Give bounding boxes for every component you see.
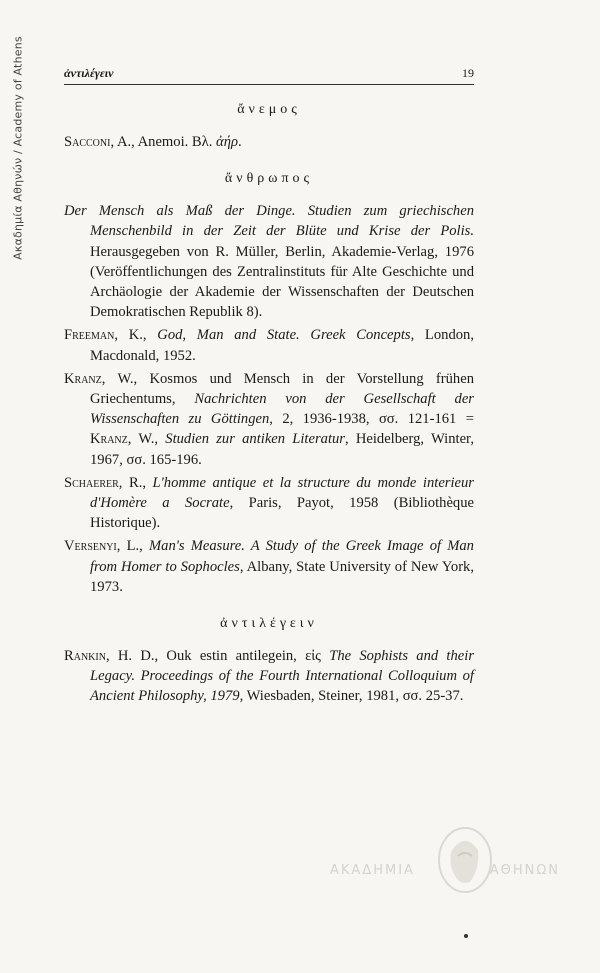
entry-text: , London, Macdonald, 1952. [90,327,474,364]
entry-title: ἀήρ [216,134,238,150]
entry-text: Herausgegeben von R. Müller, Berlin, Akademie-Verlag, 1976 (Veröffentlichungen des Zentralinstituts für Alte Geschichte und Archäologie der Akademie der Wissenschaften der Deutschen Demokratischen Republik 8). [90,243,474,321]
page-number: 19 [462,66,474,80]
academy-seal-icon [430,820,500,900]
entry-author: Versenyi [64,538,117,555]
section-heading-antilegein: ἀντιλέγειν [220,616,318,632]
entry-text: , 2, 1936-1938, σσ. 121-161 = [269,411,474,428]
watermark-left-text: ΑΚΑΔΗΜΙΑ [330,862,415,878]
entry-text: , Wiesbaden, Steiner, 1981, σσ. 25-37. [239,688,464,705]
entry-text: , R., [118,474,153,491]
running-head-title: ἀντιλέγειν [64,66,114,80]
entry-text: , Heidelberg, Winter, 1967, σσ. 165-196. [90,431,474,468]
running-head [64,66,474,81]
entry-title: Man's Measure. A Study of the Greek Image of Man from Homer to Sophocles [90,538,474,575]
entry-text: , A., Anemoi. Βλ. [110,134,217,150]
entry-title: The Sophists and their Legacy. Proceedings of the Fourth International Colloquium of Ancient Philosophy, 1979 [90,648,474,705]
print-dot [464,934,468,938]
entry-rankin [64,646,474,707]
side-watermark: Ακαδημία Αθηνών / Academy of Athens [11,36,25,260]
entry-freeman [64,325,474,365]
entry-title: Der Mensch als Maß der Dinge. Studien zum griechischen Menschenbild in der Zeit der Blüte und Krise der Polis. [64,203,474,240]
header-rule [64,84,474,85]
entry-author: Kranz [64,370,102,387]
entry-title: God, Man and State. Greek Concepts [157,327,411,344]
entry-text: , K., [114,327,158,344]
entry-title: L'homme antique et la structure du monde interieur d'Homère a Socrate [90,474,474,512]
entry-text: , W., [127,431,166,448]
entry-versenyi [64,536,474,597]
entry-text: , L., [116,538,149,555]
entry-kranz [64,369,474,470]
entry-author: Rankin [64,648,106,665]
entry-sacconi [64,132,474,152]
entry-der-mensch [64,201,474,322]
entry-author: Sacconi [64,134,111,150]
entry-text: . [237,134,242,150]
entry-schaerer [64,473,474,534]
entry-text: , W., Kosmos und Mensch in der Vorstellung frühen Griechentums, [90,370,474,408]
entry-text: , H. D., Ouk estin antilegein, εἰς [105,648,330,665]
entry-title: Studien zur antiken Literatur [165,431,345,448]
entry-title: Nachrichten von der Gesellschaft der Wissenschaften zu Göttingen [90,391,474,428]
entry-author: Kranz [90,431,128,448]
section-heading-anthropos: ἄνθρωπος [224,171,314,187]
section-heading-anemos: ἄνεμος [237,102,301,117]
watermark-right-text: ΑΘΗΝΩΝ [489,862,560,878]
entry-text: , Paris, Payot, 1958 (Bibliothèque Historique). [90,495,474,532]
entry-author: Schaerer [64,474,119,491]
entry-text: , Albany, State University of New York, 1973. [90,558,474,595]
entry-author: Freeman [64,327,115,344]
page-body [64,100,474,710]
